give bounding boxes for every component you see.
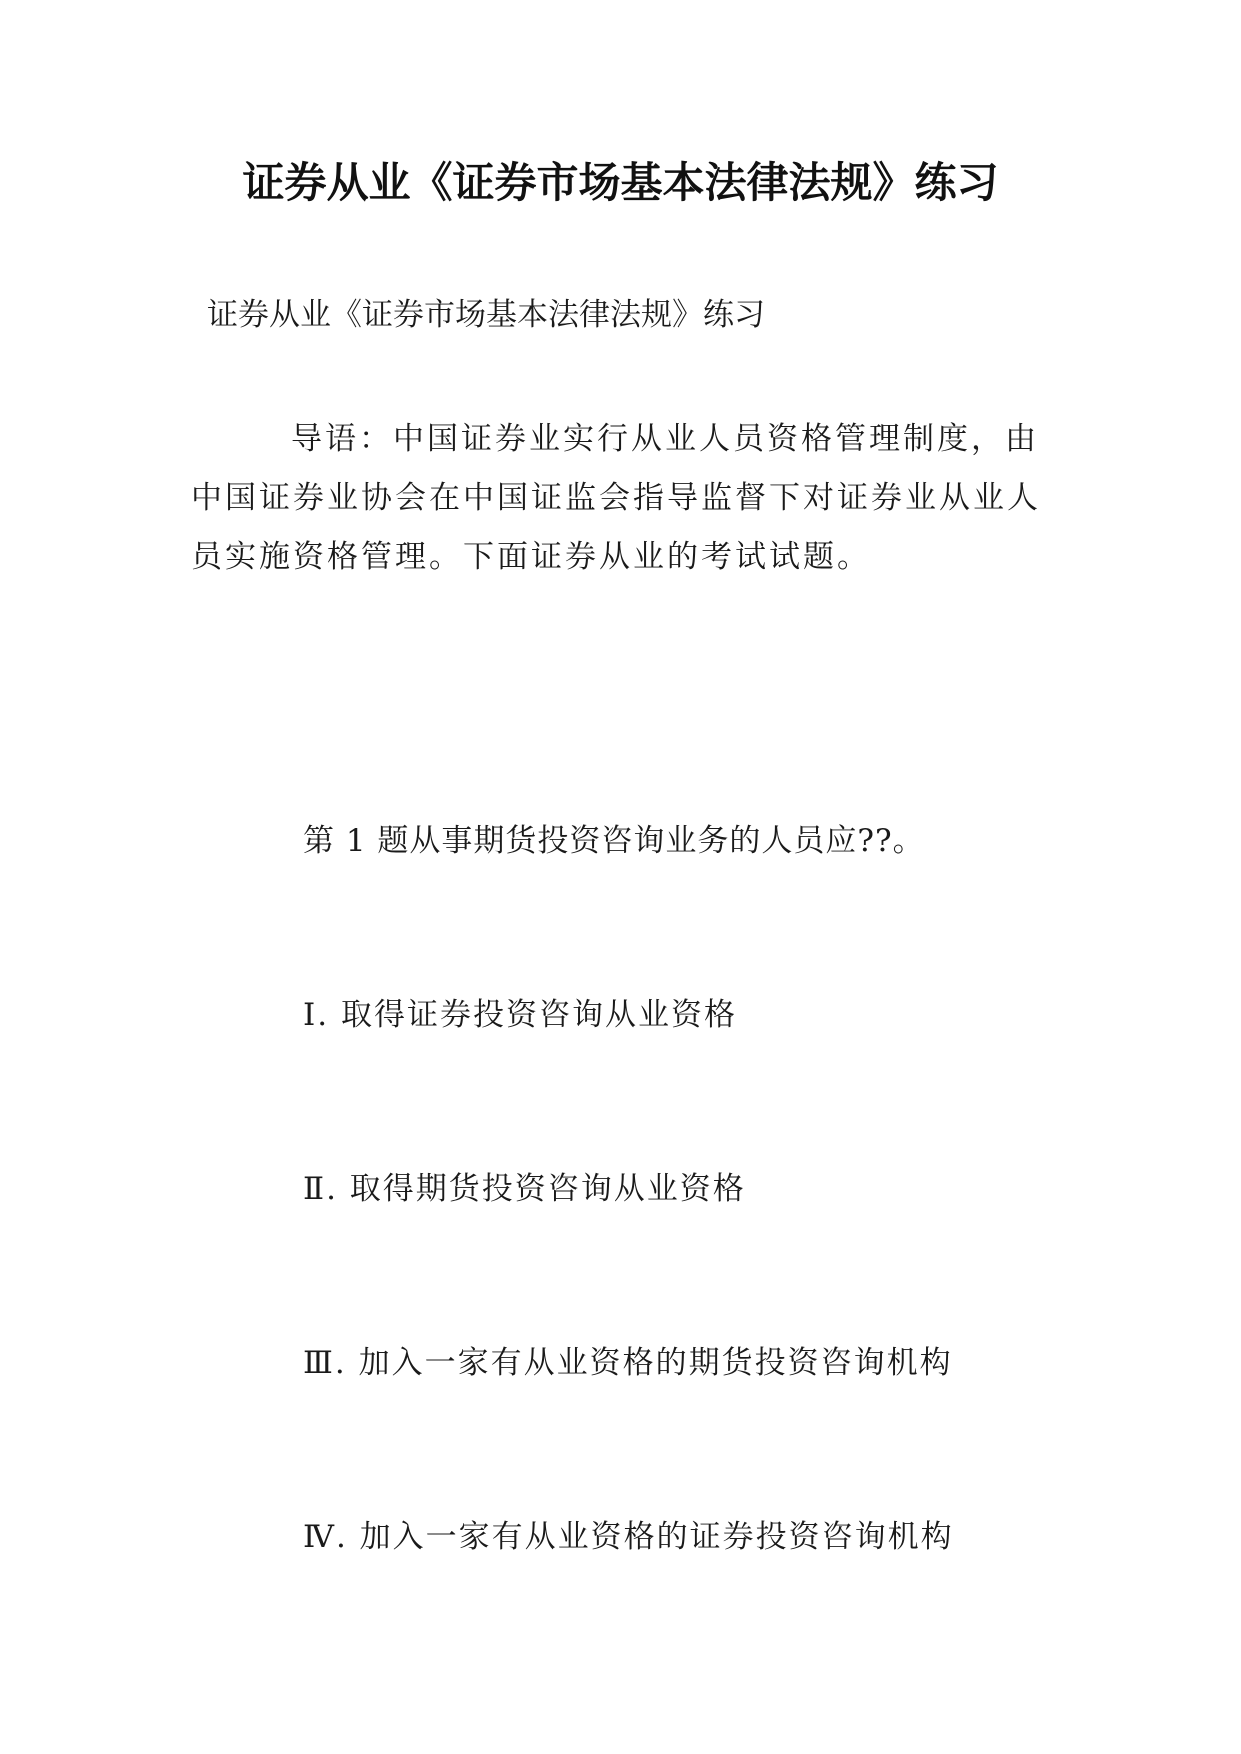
question-text: 第 1 题从事期货投资咨询业务的人员应??。 [303, 823, 925, 859]
intro-paragraph [191, 410, 1055, 587]
document-subtitle: 证券从业《证券市场基本法律法规》练习 [207, 297, 765, 333]
option-4: Ⅳ. 加入一家有从业资格的证券投资咨询机构 [303, 1519, 954, 1555]
option-3: Ⅲ. 加入一家有从业资格的期货投资咨询机构 [303, 1345, 953, 1381]
option-1: Ⅰ. 取得证券投资咨询从业资格 [303, 997, 737, 1033]
option-2: Ⅱ. 取得期货投资咨询从业资格 [303, 1171, 746, 1207]
intro-text: 导语：中国证券业实行从业人员资格管理制度，由中国证券业协会在中国证监会指导监督下对证券业从业人员实施资格管理。下面证券从业的考试试题。 [191, 421, 1041, 575]
page-title: 证券从业《证券市场基本法律法规》练习 [242, 158, 999, 207]
